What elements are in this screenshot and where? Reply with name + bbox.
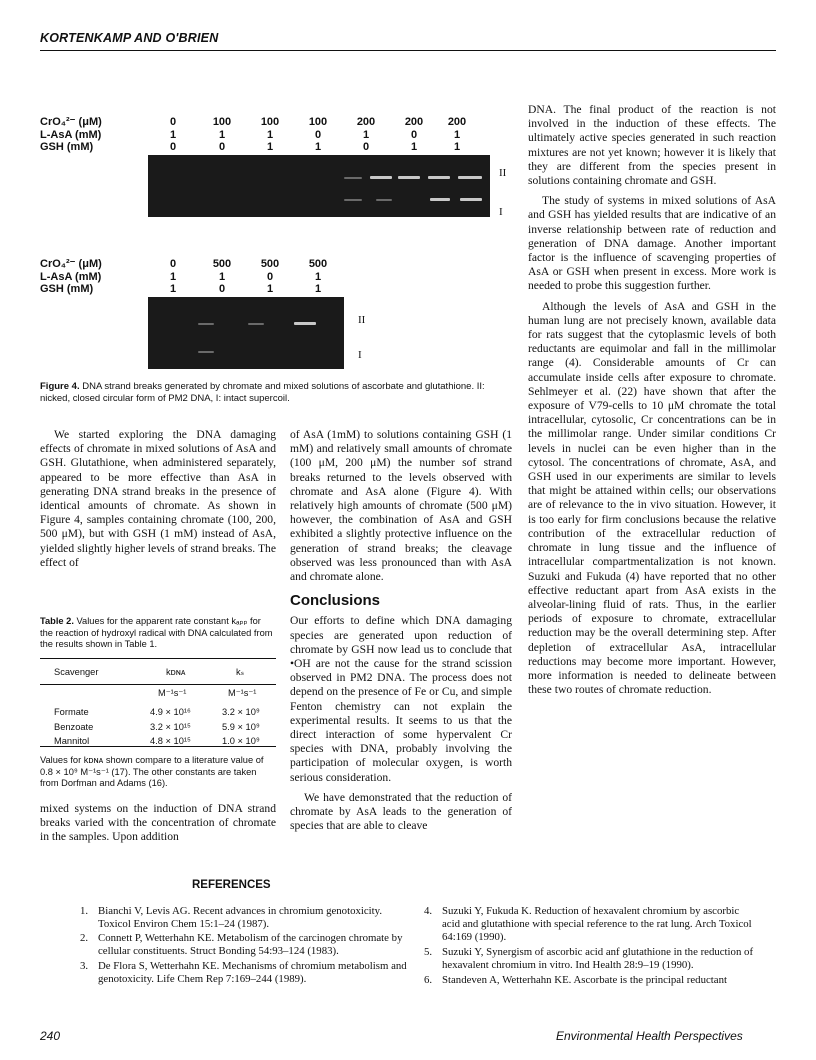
gel2-label-cro4: CrO₄²⁻ (μM) (40, 258, 102, 270)
table-header-rule (40, 684, 276, 685)
gel2-label-gsh: GSH (mM) (40, 283, 94, 295)
gel-lane-value: 100 (260, 116, 280, 128)
gel1-band (370, 176, 392, 179)
gel2-band (294, 322, 316, 325)
column-1-top (40, 428, 276, 570)
gel1-band (458, 176, 482, 179)
reference-number: 5. (424, 946, 433, 958)
gel1-label-asa: L-AsA (mM) (40, 128, 102, 141)
table-cell-ks: 3.2 × 10⁹ (222, 707, 260, 717)
gel-lane-value: 1 (218, 128, 226, 141)
table-cell-scavenger: Formate (54, 707, 89, 717)
gel2-marker-nicked: II (358, 314, 366, 326)
gel2-row-labels (40, 258, 102, 296)
table-header-scavenger: Scavenger (54, 667, 99, 677)
gel-lane-value: 1 (266, 141, 274, 153)
gel-lane-value: 1 (314, 141, 322, 153)
page-number: 240 (40, 1029, 61, 1043)
gel1-row-labels (40, 116, 102, 154)
gel-lane-value: 1 (218, 270, 226, 283)
gel1-band (428, 176, 450, 179)
running-head: KORTENKAMP AND O'BRIEN (40, 31, 219, 45)
gel-lane-value: 100 (308, 116, 328, 128)
gel-lane-value: 0 (314, 128, 322, 141)
gel1-band (430, 198, 450, 201)
gel-lane-value: 200 (356, 116, 376, 128)
reference-number: 3. (80, 960, 89, 972)
body-paragraph: We started exploring the DNA damaging effects of chromate in mixed solutions of AsA and GSH. Glutathione, when administered separately, appeared to be more effective than AsA in generating DNA strand breaks in the presence of identical amounts of chromate. As shown in Figure 4, samples containing chromate (100, 200, 500 μM), but with GSH (1 mM) instead of AsA, yielded slightly higher levels of strand breaks. The effect of (40, 428, 276, 569)
gel2-band (248, 323, 264, 325)
gel1-band (398, 176, 420, 179)
table-unit-kdna: M⁻¹s⁻¹ (158, 688, 187, 698)
column-3 (528, 103, 776, 697)
table-cell-ks: 5.9 × 10⁹ (222, 721, 260, 732)
reference-text: Suzuki Y, Fukuda K. Reduction of hexavalent chromium by ascorbic acid and glutathione with special reference to the rat lung. Arch Toxicol 64:169 (1990). (442, 905, 752, 944)
gel-lane-value: 0 (362, 141, 370, 153)
table-cell-scavenger: Benzoate (54, 721, 94, 732)
table-header-ks: kₛ (236, 667, 245, 677)
body-paragraph: mixed systems on the induction of DNA strand breaks varied with the concentration of chromate in the samples. Upon addition (40, 802, 276, 844)
gel-lane-value: 200 (447, 116, 467, 128)
gel-lane-value: 1 (362, 128, 370, 141)
gel-lane-value: 0 (218, 283, 226, 295)
table-2-footnote: Values for kᴅɴᴀ shown compare to a literature value of 0.8 × 10⁹ M⁻¹s⁻¹ (17). The other constants are taken from Dorfman and Adams (16). (40, 755, 264, 788)
gel1-band (376, 199, 392, 201)
reference-number: 6. (424, 974, 433, 986)
table-2-caption (40, 616, 276, 651)
reference-number: 4. (424, 905, 433, 917)
gel2-band (198, 323, 214, 325)
body-paragraph: DNA. The final product of the reaction is not involved in the induction of these effects. The ultimately active species generated in such reaction mixtures are not yet known; however it is likely that they are different from the species present in solutions containing chromate and GSH. (528, 103, 776, 188)
table-unit-ks: M⁻¹s⁻¹ (228, 688, 257, 698)
reference-text: Standeven A, Wetterhahn KE. Ascorbate is the principal reductant (442, 974, 727, 986)
gel-lane-value: 1 (169, 128, 177, 141)
gel-lane-value: 500 (212, 258, 232, 270)
column-2 (290, 428, 512, 833)
table-bottom-rule (40, 746, 276, 747)
gel-lane-value: 1 (314, 270, 322, 283)
table-cell-scavenger: Mannitol (54, 736, 90, 746)
gel1-marker-supercoil: I (499, 206, 503, 218)
body-paragraph: Although the levels of AsA and GSH in the human lung are not precisely known, available data for rats suggest that the cytoplasmic levels of both reductants are equimolar and fall in the millimolar range (4). Considerable amounts of Cr can accumulate inside cells after exposure to chromate. Sehlmeyer et al. (22) have shown that after the exposure of V79-cells to 10 μM chromate the total intracellular, cytosolic, Cr concentrations can be in the millimolar range. Under similar conditions Cr levels in nuclei can be even higher than in the cytosol. The concentrations of chromate, AsA, and GSH used in our experiments are similar to levels that might be attained within cells; our observations are of relevance to the in vivo situation. However, it is too early for firm conclusions because the relative contribution of the extracellular reduction of chromate in lung tissue and the influence of intracellular compartmentalization is not known. Suzuki and Fukuda (4) have reported that no other effective reductant apart from AsA exists in the alveolar-lining fluid of rats. Thus, in the earlier periods of exposure to chromate, extracellular reduction may be the overall determining step. After depletion of extracellular AsA, intracellular reductions may become more important. However, more information is needed to delineate between these two routes of chromate reduction. (528, 299, 776, 697)
gel-lane-value: 1 (314, 283, 322, 295)
gel-lane-value: 500 (260, 258, 280, 270)
gel1-band (460, 198, 482, 201)
reference-number: 1. (80, 905, 89, 917)
table-2-caption-text: Values for the apparent rate constant kₐₚₚ for the reaction of hydroxyl radical with DNA calculated from the results shown in Table 1. (40, 616, 273, 649)
gel-lane-value: 0 (410, 128, 418, 141)
figure-4-caption-text: DNA strand breaks generated by chromate and mixed solutions of ascorbate and glutathione. II: nicked, closed circular form of PM2 DNA, I: intact supercoil. (40, 381, 485, 404)
table-cell-kdna: 4.8 × 10¹⁵ (150, 736, 191, 746)
gel1-band (344, 177, 362, 179)
body-paragraph: Our efforts to define which DNA damaging species are generated upon reduction of chromate by GSH now lead us to conclude that •OH are not the cause for the strand scission observed in PM2 DNA. The process does not depend on the presence of Fe or Cu, and simple Fenton chemistry can not explain the experimental results. It seems to us that the direct interaction of some hypervalent Cr species with DNA, probably involving the participation of molecular oxygen, is worth serious consideration. (290, 614, 512, 784)
conclusions-heading: Conclusions (290, 592, 381, 610)
gel-lane-value: 1 (169, 270, 177, 283)
gel2-marker-supercoil: I (358, 349, 362, 361)
column-1-bottom (40, 802, 276, 845)
reference-text: Bianchi V, Levis AG. Recent advances in chromium genotoxicity. Toxicol Environ Chem 15:1–24 (1987). (98, 905, 383, 931)
figure-4-caption-label: Figure 4. (40, 381, 80, 392)
gel1-image (148, 155, 490, 217)
reference-text: Connett P, Wetterhahn KE. Metabolism of the carcinogen chromate by cellular constituents. Struct Bonding 54:93–124 (1983). (98, 932, 403, 958)
table-cell-ks: 1.0 × 10⁹ (222, 736, 260, 746)
reference-number: 2. (80, 932, 89, 944)
gel1-marker-nicked: II (499, 167, 507, 179)
table-cell-kdna: 3.2 × 10¹⁵ (150, 721, 191, 732)
gel-lane-value: 0 (218, 141, 226, 153)
gel-lane-value: 1 (266, 128, 274, 141)
gel-lane-value: 1 (453, 141, 461, 153)
gel-lane-value: 1 (453, 128, 461, 141)
gel-lane-value: 1 (266, 283, 274, 295)
gel1-label-cro4: CrO₄²⁻ (μM) (40, 116, 102, 128)
gel-lane-value: 100 (212, 116, 232, 128)
body-paragraph: of AsA (1mM) to solutions containing GSH (1 mM) and relatively small amounts of chromate (100 μM, 200 μM) the number sof strand breaks returned to the levels observed with chromate and AsA alone (Figure 4). With relatively high amounts of chromate (500 μM) however, the combination of AsA and GSH exhibited a slightly protective influence on the generation of strand breaks; the cleavage observed was less pronounced than with AsA and chromate alone. (290, 428, 512, 584)
body-paragraph: The study of systems in mixed solutions of AsA and GSH has yielded results that are indicative of an inverse relationship between rate of reduction and generation of DNA damage. Another important factor is the influence of scavenging properties of AsA or GSH when present in excess. More work is needed to probe this suggestion further. (528, 194, 776, 293)
table-top-rule (40, 658, 276, 659)
gel1-band (344, 199, 362, 201)
reference-text: De Flora S, Wetterhahn KE. Mechanisms of chromium metabolism and genotoxicity. Life Chem Rep 7:169–244 (1989). (98, 960, 407, 986)
body-paragraph: We have demonstrated that the reduction of chromate by AsA leads to the generation of species that are able to cleave (290, 790, 512, 833)
gel2-band (198, 351, 214, 353)
table-2-caption-label: Table 2. (40, 616, 74, 626)
gel-lane-value: 0 (266, 270, 274, 283)
table-cell-kdna: 4.9 × 10¹⁶ (150, 707, 191, 717)
gel1-label-gsh: GSH (mM) (40, 141, 94, 153)
references-heading: REFERENCES (192, 879, 271, 891)
gel2-image (148, 297, 344, 369)
gel-lane-value: 1 (169, 283, 177, 295)
journal-name: Environmental Health Perspectives (556, 1029, 743, 1043)
reference-text: Suzuki Y, Synergism of ascorbic acid anf glutathione in the reduction of hexavalent chromium in vitro. Ind Health 28:9–19 (1990). (442, 946, 754, 972)
gel-lane-value: 0 (169, 141, 177, 153)
gel2-label-asa: L-AsA (mM) (40, 270, 102, 283)
gel-lane-value: 0 (169, 116, 177, 128)
gel-lane-value: 0 (169, 258, 177, 270)
gel-lane-value: 1 (410, 141, 418, 153)
gel-lane-value: 200 (404, 116, 424, 128)
figure-4-caption (40, 381, 516, 405)
header-rule (40, 50, 776, 51)
gel-lane-value: 500 (308, 258, 328, 270)
table-header-kdna: kᴅɴᴀ (166, 667, 186, 677)
